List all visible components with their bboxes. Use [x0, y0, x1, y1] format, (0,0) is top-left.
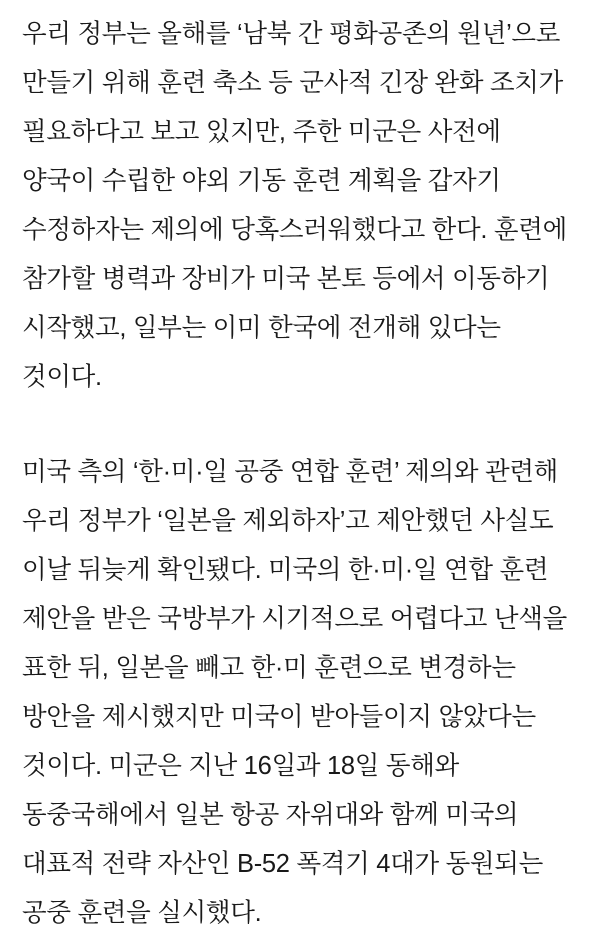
article-paragraph: 우리 정부는 올해를 ‘남북 간 평화공존의 원년’으로 만들기 위해 훈련 축소 등 군사적 긴장 완화 조치가 필요하다고 보고 있지만, 주한 미군은 사전에 양국이 수립한 야외 기동 훈련 계획을 갑자기 수정하자는 제의에 당혹스러워했다고 한다. 훈련에 참가할 병력과 장비가 미국 본토 등에서 이동하기 시작했고, 일부는 이미 한국에 전개해 있다는 것이다. — [22, 20, 574, 391]
article-paragraph: 미국 측의 ‘한·미·일 공중 연합 훈련’ 제의와 관련해 우리 정부가 ‘일본을 제외하자’고 제안했던 사실도 이날 뒤늦게 확인됐다. 미국의 한·미·일 연합 훈련 제안을 받은 국방부가 시기적으로 어렵다고 난색을 표한 뒤, 일본을 빼고 한·미 훈련으로 변경하는 방안을 제시했지만 미국이 받아들이지 않았다는 것이다. 미군은 지난 16일과 18일 동해와 동중국해에서 일본 항공 자위대와 함께 미국의 대표적 전략 자산인 B-52 폭격기 4대가 동원되는 공중 훈련을 실시했다. — [22, 458, 574, 927]
